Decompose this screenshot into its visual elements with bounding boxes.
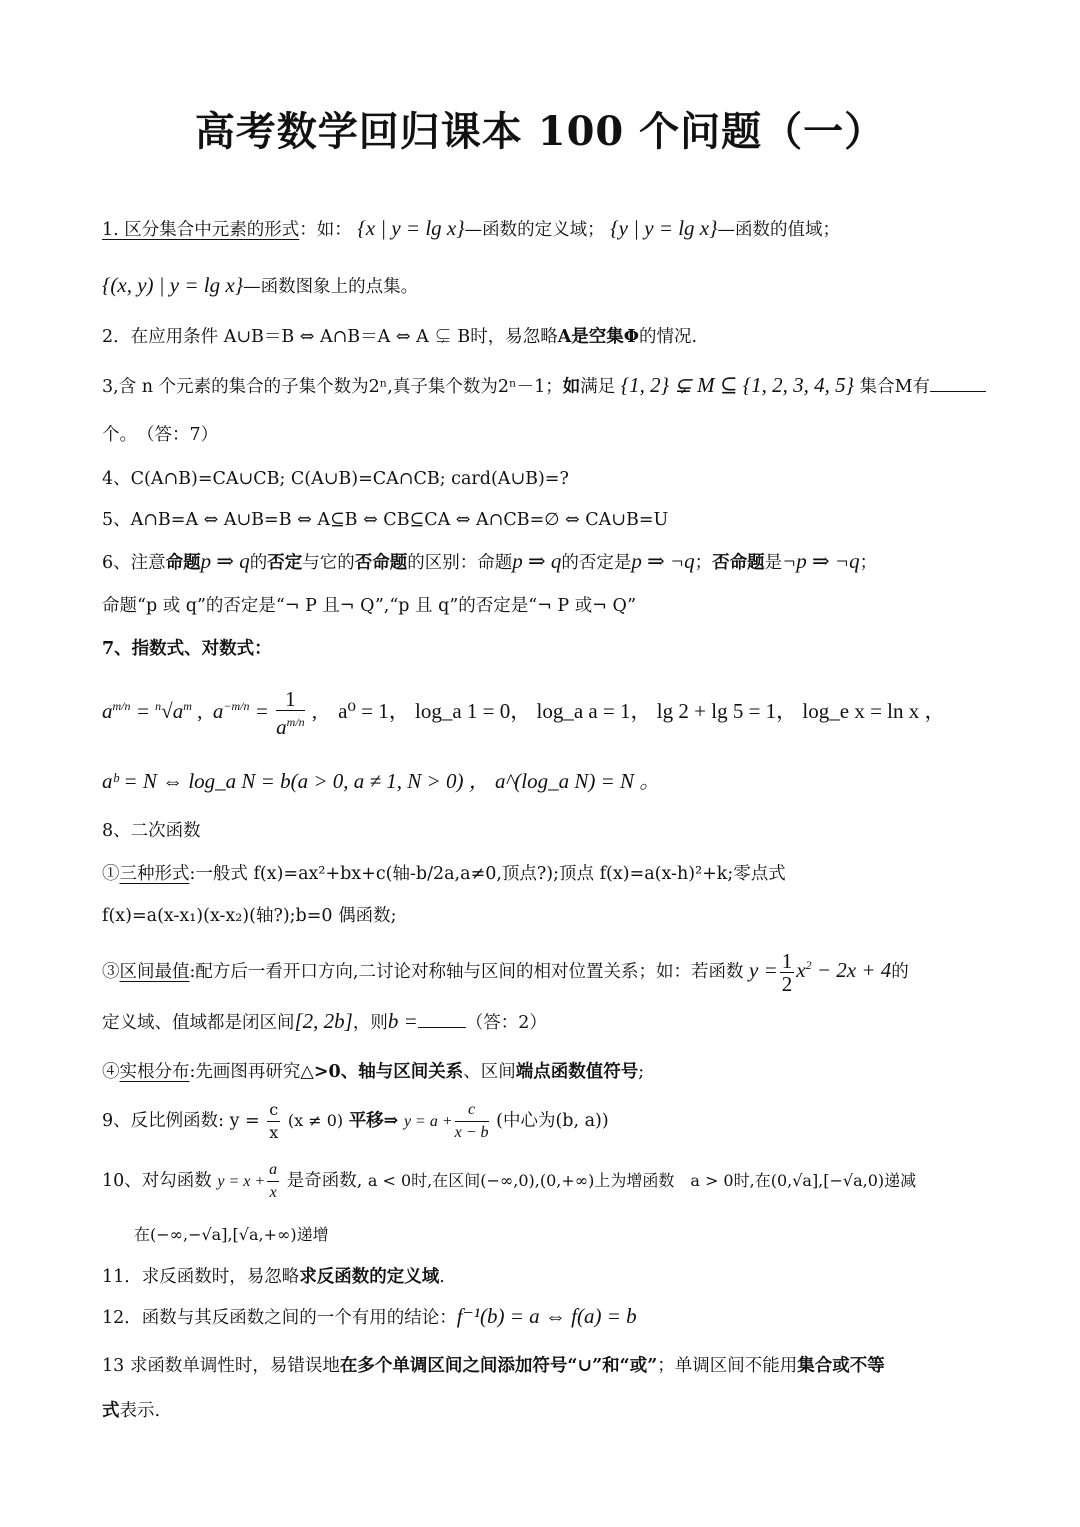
text: 与它的 <box>302 553 355 573</box>
formula: p ⇒ q <box>512 549 562 573</box>
text: 的 <box>891 962 909 982</box>
text: (中心为(b, a)) <box>496 1111 609 1131</box>
text: ③ <box>102 962 120 982</box>
item-7-formulas-1: $a^{m/n} = ^n√a^m$ , $a^{-m/n}$ = $\frac{1}{a^{m/n}}$ , a⁰ = 1， log_a 1 = 0， log_a a = 1， lg 2 + lg 5 = 1， log_e x = ln x ， <box>102 687 946 740</box>
text: a < 0时,在区间(−∞,0),(0,+∞)上为增函数 a > 0时,在(0,√a],[−√a,0)递减 <box>367 1171 917 1190</box>
bold-text: 求反函数的定义域 <box>299 1267 440 1287</box>
item-8-domain <box>102 1008 982 1036</box>
item-8-heading <box>102 818 982 844</box>
text: （答：2） <box>465 1013 547 1033</box>
bold-text: 如 <box>562 377 581 397</box>
text: 、区间 <box>463 1062 516 1082</box>
underlined-text: 实根分布 <box>119 1062 190 1082</box>
formula-quadratic-tail: $x^2 - 2x + 4$ <box>796 958 892 982</box>
text: :配方后一看开口方向,二讨论对称轴与区间的相对位置关系；如：若函数 <box>189 962 744 982</box>
item-3-line-1 <box>102 372 982 400</box>
formula: y = a + <box>403 1113 453 1130</box>
underlined-text: 区间最值 <box>119 962 190 982</box>
formula-power-root: $a^{m/n} = ^n√a^m$ <box>102 699 192 723</box>
text: 集合M有 <box>854 377 931 397</box>
formula-quadratic: y = <box>749 958 778 982</box>
formula: f⁻¹(b) = a ⇔ f(a) = b <box>456 1304 637 1328</box>
formula: {(x, y) | y = lg x} <box>102 273 244 297</box>
formula: ¬p ⇒ ¬q <box>782 549 860 573</box>
text: 定义域、值域都是闭区间 <box>102 1013 295 1033</box>
text: 11．求反函数时，易忽略 <box>102 1267 300 1287</box>
underlined-text: 三种形式 <box>119 864 190 884</box>
item-11 <box>102 1264 982 1290</box>
formula: y = x + <box>217 1173 266 1190</box>
text: 的 <box>249 553 268 573</box>
bold-text: A是空集Φ <box>557 327 640 347</box>
bold-text: 在多个单调区间之间添加符号“∪”和“或” <box>339 1356 658 1376</box>
item-1-line-2 <box>102 272 982 300</box>
answer-blank <box>930 373 986 392</box>
text: —函数的定义域； <box>464 220 605 240</box>
formula-negative-power: $a^{-m/n}$ = <box>212 699 269 723</box>
text: 9、反比例函数: y = <box>102 1111 260 1131</box>
text: :一般式 f(x)=ax²+bx+c(轴-b/2a,a≠0,顶点?);顶点 f(x)=a(x-h)²+k;零点式 <box>189 864 786 884</box>
text: ； <box>694 553 713 573</box>
text: 在(−∞,−√a],[√a,+∞)递增 <box>134 1225 329 1244</box>
item-8-extremes <box>102 942 982 995</box>
text: 12．函数与其反函数之间的一个有用的结论： <box>102 1308 457 1328</box>
formula: p ⇒ q <box>200 549 250 573</box>
text: 个。 （答：7） <box>102 425 219 445</box>
formula: b = <box>387 1009 418 1033</box>
formula: {x | y = lg x} <box>357 216 465 240</box>
bold-text: △>0、轴与区间关系 <box>300 1062 464 1082</box>
text: 13 求函数单调性时，易错误地 <box>102 1356 340 1376</box>
bold-text: 否定 <box>267 553 303 573</box>
fraction: $\frac{1}{2}$ <box>781 949 793 996</box>
item-12 <box>102 1303 982 1331</box>
item-4 <box>102 466 982 492</box>
text: ，则 <box>352 1013 388 1033</box>
answer-blank <box>418 1009 466 1028</box>
text: (x ≠ 0) <box>287 1111 344 1130</box>
text: —函数图象上的点集。 <box>243 277 419 297</box>
item-6-line-1 <box>102 548 982 576</box>
text: 命题“p 或 q”的否定是“¬ P 且¬ Q”,“p 且 q”的否定是“¬ P 或¬ Q” <box>102 596 637 616</box>
bold-text: 否命题 <box>354 553 408 573</box>
text: 满足 <box>580 377 616 397</box>
text: 的否定是 <box>561 553 632 573</box>
text: ； <box>859 553 878 573</box>
text: 的情况. <box>639 327 698 347</box>
item-13-line-1 <box>102 1353 982 1379</box>
text: 表示. <box>119 1401 161 1421</box>
item-5 <box>102 507 982 533</box>
item-1-heading: 1. 区分集合中元素的形式 <box>102 220 300 240</box>
text: :先画图再研究 <box>189 1062 301 1082</box>
bold-text: 否命题 <box>712 553 765 573</box>
bold-text: 平移⇒ <box>348 1111 399 1131</box>
formula: {1, 2} ⊊ M ⊆ {1, 2, 3, 4, 5} <box>620 373 855 397</box>
item-8-roots <box>102 1059 982 1085</box>
bold-text: 集合或不等 <box>797 1356 885 1376</box>
bold-text: 端点函数值符号 <box>515 1062 639 1082</box>
item-8-forms-cont <box>102 903 982 929</box>
item-7-heading <box>102 636 982 662</box>
page-title: 高考数学回归课本 100 个问题（一） <box>194 108 886 155</box>
bold-text: 7、指数式、对数式： <box>102 639 272 659</box>
item-7-formulas-2 <box>102 768 982 794</box>
item-10-line-1 <box>102 1158 982 1205</box>
text: 是奇函数, <box>286 1171 363 1191</box>
item-13-line-2 <box>102 1398 982 1424</box>
fraction: $\frac{c}{x}$ <box>269 1100 279 1142</box>
text: 的区别：命题 <box>407 553 513 573</box>
item-1-line-1 <box>102 215 982 243</box>
formula-log-definition: aᵇ = N ⇔ log_a N = b(a > 0, a ≠ 1, N > 0) ， a^(log_a N) = N 。 <box>102 769 661 793</box>
text: 5、A∩B=A ⇔ A∪B=B ⇔ A⊆B ⇔ CB⊆CA ⇔ A∩CB=∅ ⇔ CA∪B=U <box>102 510 669 530</box>
fraction: $\frac{1}{a^{m/n}}$ <box>276 687 305 740</box>
text: . <box>439 1267 445 1287</box>
formula-log-rules: , a⁰ = 1， log_a 1 = 0， log_a a = 1， lg 2 + lg 5 = 1， log_e x = ln x ， <box>311 699 946 723</box>
text: 2．在应用条件 A∪B＝B ⇔ A∩B＝A ⇔ A ⊊ B时，易忽略 <box>102 327 558 347</box>
fraction: $\frac{a}{x}$ <box>269 1161 278 1201</box>
text: 8、二次函数 <box>102 821 201 841</box>
text: ：如： <box>299 220 352 240</box>
formula: p ⇒ ¬q <box>631 549 695 573</box>
bold-text: 命题 <box>165 553 201 573</box>
text: 3,含 n 个元素的集合的子集个数为2ⁿ,真子集个数为2ⁿ－1； <box>102 377 563 397</box>
fraction: $\frac{c}{x - b}$ <box>454 1101 489 1141</box>
text: —函数的值域； <box>717 220 841 240</box>
item-8-forms <box>102 861 982 887</box>
formula: {y | y = lg x} <box>610 216 718 240</box>
text: 6、注意 <box>102 553 166 573</box>
item-6-line-2 <box>102 593 982 619</box>
bold-text: 式 <box>102 1401 120 1421</box>
text: ④ <box>102 1062 120 1082</box>
text: 10、对勾函数 <box>102 1171 212 1191</box>
text: ; <box>638 1062 645 1082</box>
item-3-line-2 <box>102 422 982 448</box>
formula: [2, 2b] <box>294 1009 353 1033</box>
text: ① <box>102 864 120 884</box>
text: 是 <box>764 553 783 573</box>
item-9 <box>102 1098 982 1145</box>
text: 4、C(A∩B)=CA∪CB; C(A∪B)=CA∩CB; card(A∪B)=? <box>102 469 569 489</box>
text: f(x)=a(x-x₁)(x-x₂)(轴?);b=0 偶函数; <box>102 906 397 926</box>
text: ；单调区间不能用 <box>657 1356 798 1376</box>
item-10-line-2 <box>134 1222 1014 1248</box>
item-2 <box>102 324 982 350</box>
